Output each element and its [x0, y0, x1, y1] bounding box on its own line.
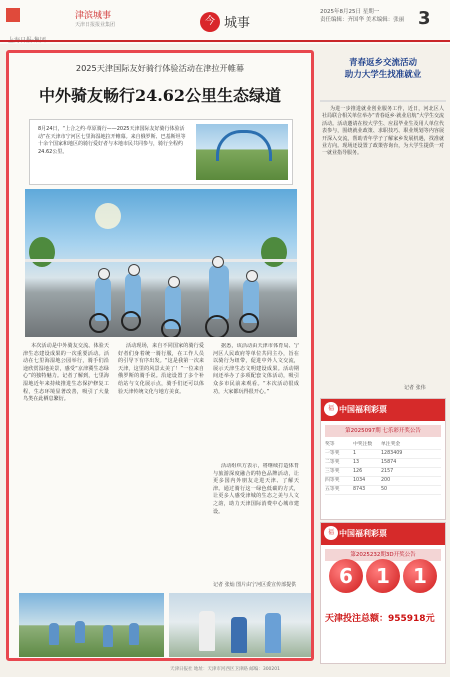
- sidebar-divider: [320, 100, 446, 102]
- lottery-row: 二等奖 13 15874: [325, 459, 441, 468]
- article-column: 本次活动是中外骑友交流、体验天津生态建设成果的一次重要活动。活动在七里海湿地公园举行，骑手们沿途欣赏湿地美景，感受“京津冀生态绿心”的独特魅力。记者了解到，七里海湿地近年来持续推进生态保护修复工程，生态环境显著改善，吸引了大量鸟类在此栖息繁衍。: [23, 343, 109, 403]
- lead-photo: [196, 124, 288, 180]
- rider-graphic: [75, 621, 85, 643]
- sun-graphic: [95, 203, 121, 229]
- tree-graphic: [29, 237, 55, 267]
- lottery-title: 中国福利彩票: [339, 405, 387, 414]
- main-article[interactable]: [6, 50, 314, 661]
- lottery-ball: 6: [329, 559, 363, 593]
- railing-graphic: [25, 259, 297, 262]
- lottery-header: [321, 399, 445, 421]
- article-kicker: 2025天津国际友好骑行体验活动在津拉开帷幕: [75, 63, 245, 73]
- section-logo-sub: 天津日报报业集团: [75, 22, 116, 28]
- lottery-jackpot: 天津投注总额：955918元: [325, 614, 435, 624]
- lead-text: 8月24日，“上合之约·草原骑行——2025天津国际友好骑行体验活动”在天津市宁河区七里海湿地拉开帷幕。来自俄罗斯、巴基斯坦等十余个国家和地区的骑行爱好者与本地市民共同参与，骑行全程约24.62公里。: [38, 126, 186, 155]
- lottery-header: [321, 523, 445, 545]
- lottery-ball: 1: [366, 559, 400, 593]
- editor-text: 责任编辑：齐国华 美术编辑：张丽: [320, 17, 405, 23]
- date-text: 2025年8月25日 星期一: [320, 9, 380, 15]
- date-line: [320, 8, 404, 24]
- article-credit: 记者 张灿 图片由宁河区委宣传部提供: [213, 582, 297, 588]
- lottery-row: 五等奖 8743 50: [325, 486, 441, 495]
- cyclists-photo: [25, 189, 297, 337]
- logo-icon: [6, 8, 20, 22]
- crowd-photo: [169, 593, 311, 657]
- header-divider: [0, 40, 450, 42]
- wheel-graphic: [89, 313, 109, 333]
- page-number: 3: [418, 8, 431, 29]
- page-footer: 天津日报社 地址：天津市河西区卫津路 邮编：300201: [169, 667, 281, 672]
- person-graphic: [231, 617, 247, 653]
- lottery-row: 奖等 中奖注数 单注奖金: [325, 441, 441, 450]
- lottery-box-1: [320, 398, 446, 520]
- lottery-title: 中国福利彩票: [339, 529, 387, 538]
- lottery-logo-icon: 福: [324, 526, 338, 540]
- rider-graphic: [209, 265, 229, 319]
- lottery-ball: 1: [403, 559, 437, 593]
- wheel-graphic: [161, 319, 181, 337]
- lottery-logo-icon: 福: [324, 402, 338, 416]
- section-title: 城事: [224, 16, 251, 31]
- section-logo-title: 津滨城事: [75, 11, 112, 21]
- article-body: [23, 343, 299, 579]
- wheel-graphic: [239, 313, 259, 333]
- lottery-banner: 第2025097期 七乐彩开奖公告: [325, 425, 441, 437]
- newspaper-logo: [6, 8, 56, 34]
- wheel-graphic: [121, 311, 141, 331]
- section-logo: [75, 8, 115, 28]
- person-graphic: [199, 611, 215, 651]
- article-headline: 中外骑友畅行24.62公里生态绿道: [38, 86, 282, 105]
- wheel-graphic: [205, 315, 229, 337]
- rider-graphic: [103, 625, 113, 647]
- sidebar-headline: 青春返乡交流活动 助力大学生找准就业: [344, 58, 422, 80]
- lottery-banner: 第2025232期3D开奖公告: [325, 549, 441, 561]
- lottery-box-2: [320, 522, 446, 664]
- rider-graphic: [129, 623, 139, 645]
- start-arch-graphic: [216, 130, 272, 161]
- article-column: 活动组织方表示，将继续打造体育与旅游深度融合的特色品牌活动，让更多国内外朋友走进天津、了解天津。通过骑行这一绿色低碳的方式，让更多人感受津城的生态之美与人文之韵，助力天津国际消费中心城市建设。: [213, 463, 299, 515]
- lottery-row: 四等奖 1034 200: [325, 477, 441, 486]
- lead-box: [29, 119, 293, 185]
- page-header: [0, 0, 450, 44]
- sidebar-credit: 记者 张伟: [404, 385, 426, 391]
- rider-graphic: [49, 623, 59, 645]
- tree-graphic: [261, 237, 287, 267]
- article-column: 活动现场，来自不同国家的骑行爱好者们身着统一骑行服，在工作人员的引导下有序出发。“这是我第一次来天津，这里的风景太美了！”一位来自俄罗斯的骑手说。沿途设置了多个补给站与文化展示点，骑手们还可以体验天津传统文化与地方美食。: [118, 343, 204, 395]
- section-icon: 今: [200, 12, 220, 32]
- group-ride-photo: [19, 593, 164, 657]
- person-graphic: [265, 613, 281, 653]
- lottery-row: 三等奖 126 2157: [325, 468, 441, 477]
- article-column: 据悉，该活动由天津市体育局、宁河区人民政府等单位共同主办，旨在以骑行为纽带，促进中外人文交流，展示天津生态文明建设成果。活动期间还举办了多项配套文体活动，吸引众多市民前来观看。“本次活动很成功，大家都玩得很开心。”: [213, 343, 299, 395]
- sidebar-body: 为进一步推进就业创业服务工作，近日，河北区人社局联合相关单位举办“青春返乡·就业启航”大学生交流活动。活动邀请在校大学生、应届毕业生及用人单位代表参与，围绕就业政策、求职技巧、职业规划等内容展开深入交流，帮助青年学子了解家乡发展机遇，找准就业方向。现场还设置了政策咨询台，为大学生提供一对一就业指导服务。: [322, 106, 444, 157]
- lottery-row: 一等奖 1 1283409: [325, 450, 441, 459]
